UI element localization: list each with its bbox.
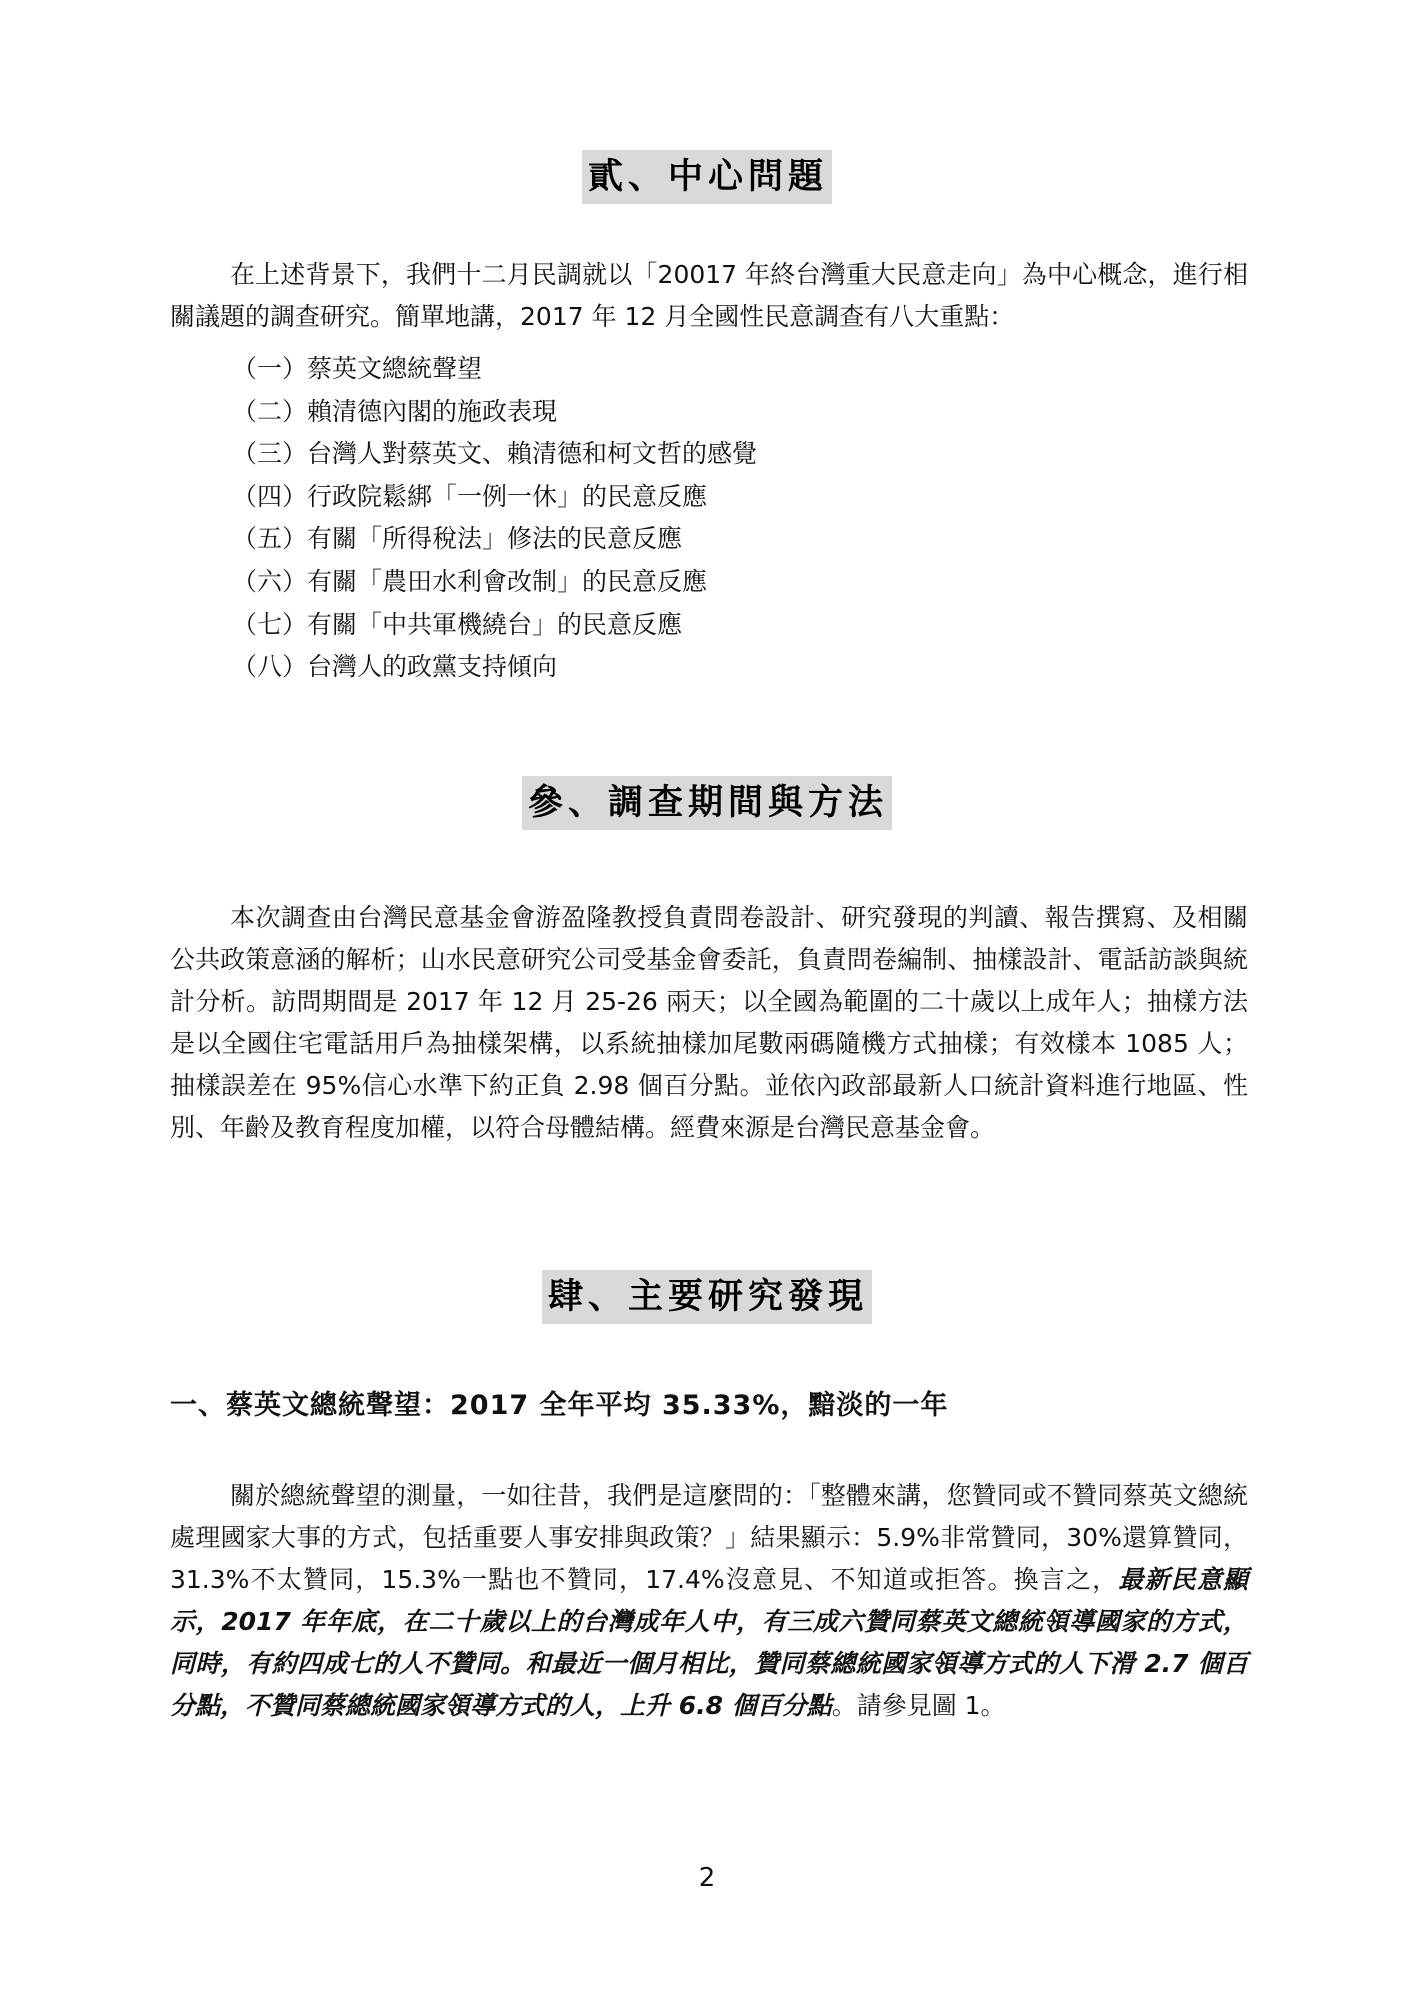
section-heading-survey-methods — [0, 776, 1414, 830]
list-item: （一）蔡英文總統聲望 — [232, 354, 483, 383]
section-heading-label: 肆、主要研究發現 — [542, 1270, 872, 1324]
section-heading-label: 貳、中心問題 — [582, 150, 832, 204]
finding-1-text: 關於總統聲望的測量，一如往昔，我們是這麼問的：「整體來講，您贊同或不贊同蔡英文總統處理國家大事的方式，包括重要人事安排與政策？」結果顯示：5.9%非常贊同，30%還算贊同，31.3%不太贊同，15.3%一點也不贊同，17.4%沒意見、不知道或拒答。換言之， — [170, 1481, 1248, 1594]
methods-paragraph: 本次調查由台灣民意基金會游盈隆教授負責問卷設計、研究發現的判讀、報告撰寫、及相關公共政策意涵的解析；山水民意研究公司受基金會委託，負責問卷編制、抽樣設計、電話訪談與統計分析。訪問期間是 2017 年 12 月 25-26 兩天；以全國為範圍的二十歲以上成年人；抽樣方法是以全國住宅電話用戶為抽樣架構，以系統抽樣加尾數兩碼隨機方式抽樣；有效樣本 1085 人；抽樣誤差在 95%信心水準下約正負 2.98 個百分點。並依內政部最新人口統計資料進行地區、性別、年齡及教育程度加權，以符合母體結構。經費來源是台灣民意基金會。 — [170, 903, 1248, 1142]
list-item: （七）有關「中共軍機繞台」的民意反應 — [232, 609, 683, 639]
page-number: 2 — [698, 1863, 716, 1893]
intro-paragraph: 在上述背景下，我們十二月民調就以「20017 年終台灣重大民意走向」為中心概念，進行相關議題的調查研究。簡單地講，2017 年 12 月全國性民意調查有八大重點： — [170, 260, 1248, 331]
finding-1-tail: 。請參見圖 1。 — [831, 1691, 1006, 1720]
finding-1-title: 一、蔡英文總統聲望：2017 全年平均 35.33%，黯淡的一年 — [170, 1390, 949, 1421]
finding-1-paragraph — [170, 1475, 1248, 1727]
section-heading-central-issues — [0, 150, 1414, 204]
list-item: （二）賴清德內閣的施政表現 — [232, 396, 558, 426]
finding-1-emphasis: 最新民意顯示，2017 年年底，在二十歲以上的台灣成年人中，有三成六贊同蔡英文總統領導國家的方式，同時，有約四成七的人不贊同。和最近一個月相比，贊同蔡總統國家領導方式的人下滑 2.7 個百分點，不贊同蔡總統國家領導方式的人，上升 6.8 個百分點 — [170, 1565, 1248, 1720]
list-item: （三）台灣人對蔡英文、賴清德和柯文哲的感覺 — [232, 439, 758, 469]
list-item: （五）有關「所得稅法」修法的民意反應 — [232, 524, 683, 554]
section-heading-main-findings — [0, 1270, 1414, 1324]
list-item: （八）台灣人的政黨支持傾向 — [232, 652, 558, 682]
list-item: （四）行政院鬆綁「一例一休」的民意反應 — [232, 481, 708, 511]
list-item: （六）有關「農田水利會改制」的民意反應 — [232, 566, 708, 596]
key-points-list — [232, 348, 757, 689]
section-heading-label: 參、調查期間與方法 — [522, 776, 892, 830]
